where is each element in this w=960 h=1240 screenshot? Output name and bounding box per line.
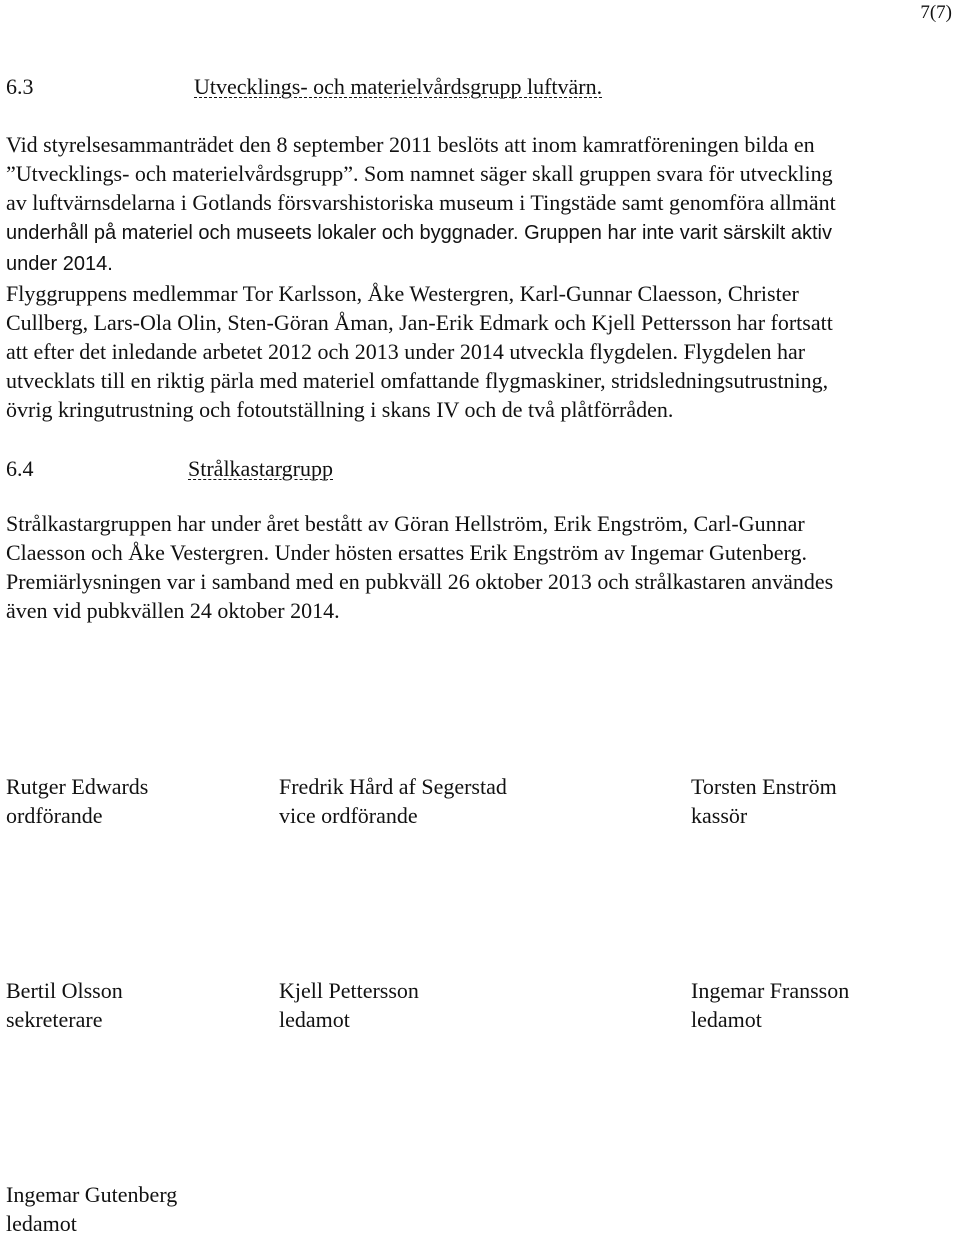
- paragraph-line: Premiärlysningen var i samband med en pubkväll 26 oktober 2013 och strålkastaren användes: [6, 569, 834, 594]
- section-6-3-body: [6, 130, 954, 424]
- paragraph-line: Cullberg, Lars-Ola Olin, Sten-Göran Åman, Jan-Erik Edmark och Kjell Pettersson har fortsatt: [6, 310, 833, 335]
- signatory-role: ledamot: [691, 1007, 762, 1032]
- signature-block: [279, 976, 419, 1034]
- section-number: 6.4: [6, 456, 34, 481]
- section-number: 6.3: [6, 74, 34, 99]
- section-heading-6-3: [6, 72, 603, 102]
- signature-block: [279, 772, 507, 830]
- paragraph-line: av luftvärnsdelarna i Gotlands försvarshistoriska museum i Tingstäde samt genomföra allmänt: [6, 190, 836, 215]
- signatory-name: Ingemar Fransson: [691, 978, 850, 1003]
- page-number: 7(7): [920, 2, 952, 23]
- signature-block: [6, 772, 148, 830]
- paragraph-line: Strålkastargruppen har under året bestått av Göran Hellström, Erik Engström, Carl-Gunnar: [6, 511, 805, 536]
- signature-block: [6, 1180, 177, 1238]
- signatory-name: Kjell Pettersson: [279, 978, 419, 1003]
- section-title: Utvecklings- och materielvårdsgrupp luftvärn.: [194, 74, 603, 99]
- paragraph-line: under 2014.: [6, 253, 113, 275]
- signature-block: [6, 976, 123, 1034]
- signatory-name: Fredrik Hård af Segerstad: [279, 774, 507, 799]
- paragraph-line: Vid styrelsesammanträdet den 8 september 2011 beslöts att inom kamratföreningen bilda en: [6, 132, 815, 157]
- paragraph-line: även vid pubkvällen 24 oktober 2014.: [6, 598, 340, 623]
- paragraph-line: Claesson och Åke Vestergren. Under hösten ersattes Erik Engström av Ingemar Gutenberg.: [6, 540, 807, 565]
- signature-row: [6, 1180, 954, 1240]
- paragraph-line: Flyggruppens medlemmar Tor Karlsson, Åke Westergren, Karl-Gunnar Claesson, Christer: [6, 281, 799, 306]
- paragraph-line: att efter det inledande arbetet 2012 och 2013 under 2014 utveckla flygdelen. Flygdelen har: [6, 339, 806, 364]
- signature-block: [691, 772, 837, 830]
- signatory-role: vice ordförande: [279, 803, 418, 828]
- signature-row: [6, 772, 954, 832]
- paragraph-line: övrig kringutrustning och fotoutställning i skans IV och de två plåtförråden.: [6, 397, 674, 422]
- paragraph-line: ”Utvecklings- och materielvårdsgrupp”. Som namnet säger skall gruppen svara för utveckling: [6, 161, 833, 186]
- section-heading-6-4: [6, 454, 334, 484]
- section-6-4-body: [6, 509, 954, 625]
- signature-block: [691, 976, 849, 1034]
- paragraph-line: utvecklats till en riktig pärla med materiel omfattande flygmaskiner, stridsledningsutrustning,: [6, 368, 829, 393]
- section-title: Strålkastargrupp: [188, 456, 334, 481]
- signatory-name: Rutger Edwards: [6, 774, 149, 799]
- paragraph-line: underhåll på materiel och museets lokaler och byggnader. Gruppen har inte varit särskilt aktiv: [6, 222, 832, 244]
- signatory-role: kassör: [691, 803, 748, 828]
- signatory-role: sekreterare: [6, 1007, 103, 1032]
- signatory-role: ordförande: [6, 803, 103, 828]
- signatory-name: Bertil Olsson: [6, 978, 123, 1003]
- signatory-name: Torsten Enström: [691, 774, 837, 799]
- signatory-role: ledamot: [279, 1007, 350, 1032]
- signatory-name: Ingemar Gutenberg: [6, 1182, 178, 1207]
- signature-row: [6, 976, 954, 1036]
- signatory-role: ledamot: [6, 1211, 77, 1236]
